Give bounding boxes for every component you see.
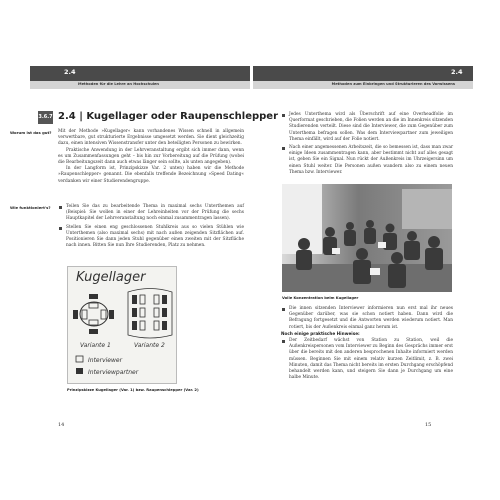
right-header-subtitle: Methoden zum Einbringen und Strukturieren des Vorwissens	[331, 82, 455, 86]
right-page	[253, 66, 493, 438]
left-header-subtitle: Methoden für die Lehre an Hochschulen	[78, 82, 159, 86]
left-page-number: 14	[58, 422, 65, 428]
intro-paragraph: Praktische Anwendung in der Lehrveranstaltung ergibt sich immer dann, wenn es um Zusammenfassungen geht – bis hin zur Vorbereitung auf die Prüfung (wobei die Bearbeitungszeit dann auch etwas länger sein sollte, als unten angegeben).	[58, 147, 244, 166]
section-title: 2.4 | Kugellager oder Raupenschlepper	[58, 111, 279, 122]
sketch-caption: Prinzipskizze Kugellager (Var. 1) bzw. Raupenschlepper (Var. 2)	[67, 388, 199, 392]
sketch-var2-label: Variante 2	[134, 342, 165, 349]
middle-bullet-list	[281, 306, 453, 333]
tips-bullet-list	[281, 338, 453, 383]
left-subheader	[30, 81, 250, 89]
list-item: Nach einer angemessenen Arbeitszeit, die so bemessen ist, dass man zwar einige Ideen zusammentragen kann, aber bestimmt nicht auf alles gesagt ist, geben Sie ein Signal. Nun rückt der Außenkreis im Uhrzeigersinn um einen Stuhl weiter. Die Personen außen wandern also zu einem neuen Thema bzw. Interviewer.	[281, 145, 453, 176]
intro-paragraph: In der Langform ist, Prinzipskizze Var. 2 unten) haben wir die Methode »Raupenschlepper« genannt. Die ebenfalls treffende Bezeichnung »Speed Dating« verdanken wir einer Studierendengruppe.	[58, 166, 244, 184]
sketch-legend-2: Interviewpartner	[88, 369, 139, 376]
list-item: Stellen Sie einen eng geschlossenen Stuhlkreis aus so vielen Stühlen wie Unterthemen (also maximal sechs) mit nach außen zeigenden Sitzflächen auf. Positionieren Sie dann jeden Stuhl gegenüber einen zweiten mit der Sitzfläche nach innen. Bitten Sie nun Ihre Studierenden, Platz zu nehmen.	[58, 225, 244, 250]
tips-subhead: Noch einige praktische Hinweise:	[281, 331, 360, 336]
sketch-var1-label: Variante 1	[80, 342, 111, 349]
intro-text	[58, 129, 244, 185]
margin-label-how: Wie funktioniert's?	[10, 205, 51, 210]
photo-caption: Volle Konzentration beim Kugellager	[282, 296, 359, 300]
photo-image	[282, 184, 452, 292]
margin-label-what: Worum ist das gut?	[10, 130, 52, 135]
classroom-photo	[282, 184, 452, 292]
intro-paragraph: Mit der Methode »Kugellager« kann vorhandenes Wissen schnell in allgemein verwertbare, gut strukturierte Ergebnisse umgesetzt werden. Sie dient gleichzeitig dazu, einen intensiven Wissenstransfer unter den beteiligten Personen zu bewirken.	[58, 129, 244, 147]
sketch-title: Kugellager	[76, 270, 146, 285]
right-header-number: 2.4	[451, 68, 463, 76]
top-bullet-list	[281, 112, 453, 178]
right-subheader	[253, 81, 473, 89]
left-page	[10, 66, 279, 438]
how-list	[58, 204, 244, 251]
kugellager-sketch	[67, 266, 177, 384]
sketch-legend-1: Interviewer	[88, 357, 123, 364]
list-item: Jedes Unterthema wird als Überschrift auf eine Overheadfolie im Querformat geschrieben, die Folien werden an die im Innenkreis sitzenden Studierenden verteilt. Diese sind die Interviewer, die zum Gegenüber zum Unterthema befragen sollen. Was dem Interviewpartner zum jeweiligen Thema einfällt, wird auf der Folie notiert.	[281, 112, 453, 143]
sketch-drawing	[68, 267, 177, 384]
list-item: Der Zeitbedarf wächst von Station zu Station, weil die Außenkreispersonen vom Interviewer zu Beginn des Gesprächs immer erst über die bereits mit den anderen besprochenen Inhalte informiert werden müssen. Beginnen Sie mit einem relativ kurzen Zeitlimit, z. B. zwei Minuten, damit das Thema nicht bereits im ersten Durchgang erschöpfend behandelt werden kann, und steigern Sie dann je Durchgang um eine halbe Minute.	[281, 338, 453, 381]
section-number-badge: 3.6.7	[38, 111, 53, 124]
list-item: Die innen sitzenden Interviewer informieren nun erst mal ihr neues Gegenüber darüber, was sie schon notiert haben. Dann wird die Befragung fortgesetzt und die Antworten werden wiederum notiert. Man rotiert, bis der Außenkreis einmal ganz herum ist.	[281, 306, 453, 331]
left-header-number: 2.4	[64, 68, 76, 76]
right-header-bar	[253, 66, 473, 81]
right-page-number: 15	[425, 422, 432, 428]
left-header-bar	[30, 66, 250, 81]
list-item: Teilen Sie das zu bearbeitende Thema in maximal sechs Unterthemen auf (Beispiel: Sie wollen in einer der Lehreinheiten vor der Prüfung die sechs Hauptkapitel der Lehrveranstaltung noch einmal zusammentragen lassen).	[58, 204, 244, 223]
